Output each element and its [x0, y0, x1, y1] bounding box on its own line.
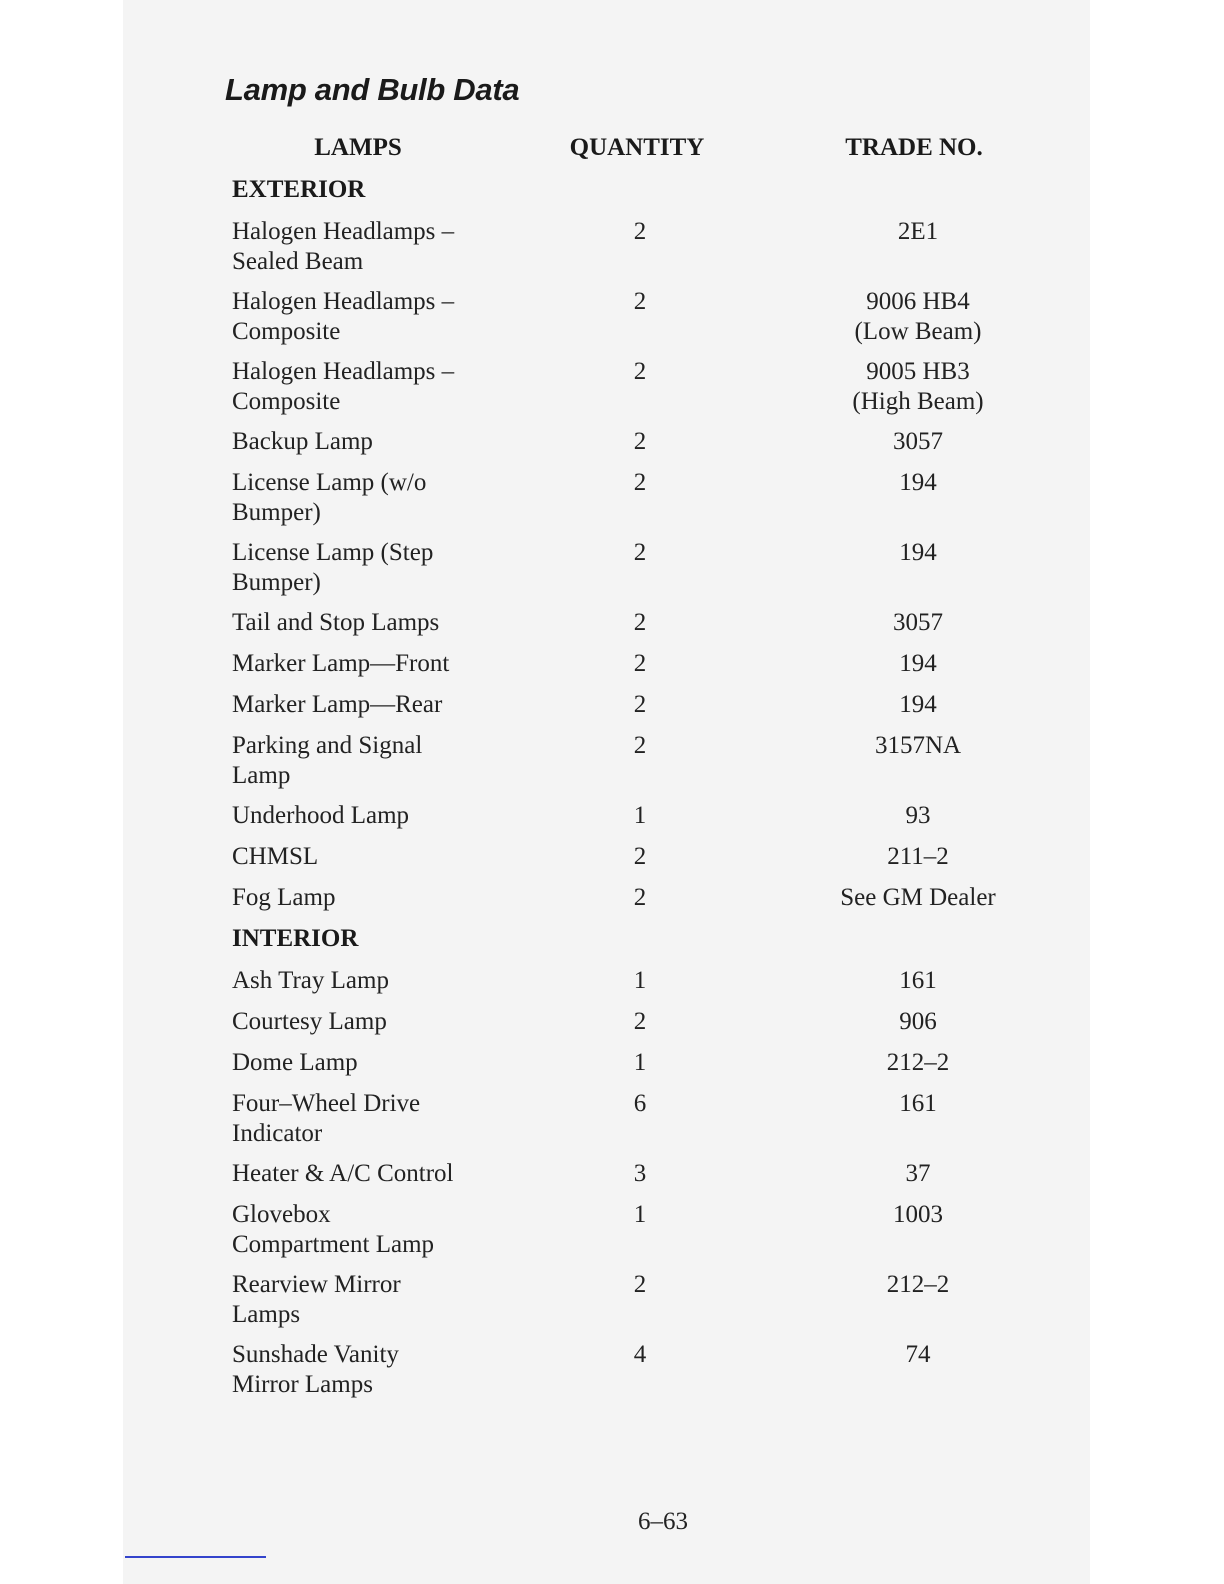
trade-no-line: 161 — [899, 1090, 937, 1117]
lamp-name — [232, 1089, 532, 1149]
lamp-name — [232, 649, 532, 679]
table-row — [232, 731, 1032, 801]
section-heading-interior — [232, 924, 1032, 966]
lamp-name — [232, 966, 532, 996]
lamp-name — [232, 1200, 532, 1260]
column-header-quantity: QUANTITY — [569, 134, 705, 161]
lamp-quantity: 2 — [633, 539, 647, 566]
lamp-name-line: Bumper) — [232, 569, 321, 596]
section-label: INTERIOR — [232, 925, 359, 952]
lamp-name — [232, 427, 532, 457]
trade-no-line: 161 — [899, 967, 937, 994]
trade-no-line: 37 — [905, 1160, 931, 1187]
lamp-trade-no — [818, 1089, 1018, 1119]
trade-no-line: 212–2 — [886, 1271, 950, 1298]
lamp-quantity: 2 — [633, 1271, 647, 1298]
lamp-name-line: Four–Wheel Drive — [232, 1090, 421, 1117]
lamp-trade-no — [818, 217, 1018, 247]
lamp-name — [232, 1048, 532, 1078]
trade-no-line: (High Beam) — [852, 388, 984, 415]
lamp-name-line: Sealed Beam — [232, 248, 364, 275]
lamp-name-line: Backup Lamp — [232, 428, 373, 455]
trade-no-line: 74 — [905, 1341, 931, 1368]
lamp-quantity: 6 — [633, 1090, 647, 1117]
table-row — [232, 1007, 1032, 1048]
lamp-name-line: Tail and Stop Lamps — [232, 609, 440, 636]
lamp-name-line: Fog Lamp — [232, 884, 336, 911]
lamp-trade-no — [818, 1270, 1018, 1300]
lamp-trade-no — [818, 357, 1018, 417]
lamp-trade-no — [818, 287, 1018, 347]
table-row — [232, 1270, 1032, 1340]
lamp-trade-no — [818, 690, 1018, 720]
table-row — [232, 1089, 1032, 1159]
lamp-name-line: Ash Tray Lamp — [232, 967, 389, 994]
table-row — [232, 966, 1032, 1007]
lamp-name-line: Bumper) — [232, 499, 321, 526]
lamp-trade-no — [818, 1007, 1018, 1037]
lamp-name — [232, 357, 532, 417]
lamp-name-line: CHMSL — [232, 843, 319, 870]
lamp-name-line: Halogen Headlamps – — [232, 358, 455, 385]
table-row — [232, 649, 1032, 690]
lamp-name-line: Heater & A/C Control — [232, 1160, 454, 1187]
lamp-name-line: Lamp — [232, 762, 291, 789]
table-row — [232, 1159, 1032, 1200]
lamp-name-line: Composite — [232, 318, 341, 345]
lamp-name — [232, 287, 532, 347]
lamp-quantity: 2 — [633, 843, 647, 870]
table-row — [232, 287, 1032, 357]
lamp-quantity: 2 — [633, 288, 647, 315]
lamp-trade-no — [818, 966, 1018, 996]
lamp-trade-no — [818, 801, 1018, 831]
lamp-name-line: Marker Lamp—Rear — [232, 691, 443, 718]
lamp-trade-no — [818, 1048, 1018, 1078]
lamp-name — [232, 1007, 532, 1037]
lamp-quantity: 1 — [633, 1049, 647, 1076]
lamp-quantity: 2 — [633, 732, 647, 759]
lamp-name-line: License Lamp (Step — [232, 539, 434, 566]
lamp-quantity: 2 — [633, 428, 647, 455]
column-header-trade-no: TRADE NO. — [845, 134, 983, 161]
table-row — [232, 1340, 1032, 1410]
lamp-name — [232, 608, 532, 638]
lamp-trade-no — [818, 731, 1018, 761]
lamp-name — [232, 801, 532, 831]
lamp-trade-no — [818, 883, 1018, 913]
lamp-name-line: Parking and Signal — [232, 732, 423, 759]
trade-no-line: 9006 HB4 — [866, 288, 970, 315]
lamp-quantity: 2 — [633, 218, 647, 245]
lamp-name — [232, 731, 532, 791]
trade-no-line: 93 — [905, 802, 931, 829]
trade-no-line: 9005 HB3 — [866, 358, 970, 385]
lamp-trade-no — [818, 538, 1018, 568]
link-underline — [125, 1556, 266, 1558]
lamp-name-line: Dome Lamp — [232, 1049, 358, 1076]
table-row — [232, 538, 1032, 608]
lamp-name-line: Indicator — [232, 1120, 323, 1147]
trade-no-line: 906 — [899, 1008, 937, 1035]
lamp-table — [232, 175, 1032, 1410]
lamp-name-line: Halogen Headlamps – — [232, 288, 455, 315]
table-row — [232, 801, 1032, 842]
trade-no-line: 3057 — [893, 609, 943, 636]
lamp-quantity: 1 — [633, 1201, 647, 1228]
trade-no-line: 3157NA — [874, 732, 962, 759]
lamp-name-line: Courtesy Lamp — [232, 1008, 387, 1035]
lamp-name — [232, 538, 532, 598]
lamp-quantity: 4 — [633, 1341, 647, 1368]
table-row — [232, 357, 1032, 427]
lamp-name — [232, 883, 532, 913]
lamp-quantity: 2 — [633, 609, 647, 636]
lamp-name-line: Halogen Headlamps – — [232, 218, 455, 245]
lamp-name-line: Underhood Lamp — [232, 802, 410, 829]
lamp-trade-no — [818, 427, 1018, 457]
trade-no-line: 194 — [899, 650, 937, 677]
lamp-name — [232, 842, 532, 872]
table-row — [232, 608, 1032, 649]
lamp-trade-no — [818, 1340, 1018, 1370]
trade-no-line: 194 — [899, 691, 937, 718]
trade-no-line: 194 — [899, 539, 937, 566]
lamp-quantity: 2 — [633, 358, 647, 385]
trade-no-line: 211–2 — [887, 843, 949, 870]
lamp-name-line: Lamps — [232, 1301, 301, 1328]
lamp-quantity: 1 — [633, 802, 647, 829]
lamp-name — [232, 1159, 532, 1189]
trade-no-line: 194 — [899, 469, 937, 496]
lamp-quantity: 2 — [633, 650, 647, 677]
lamp-name — [232, 468, 532, 528]
table-row — [232, 468, 1032, 538]
lamp-name — [232, 217, 532, 277]
page-title: Lamp and Bulb Data — [225, 72, 520, 107]
lamp-name — [232, 1270, 532, 1330]
table-row — [232, 427, 1032, 468]
table-row — [232, 883, 1032, 924]
column-header-lamps: LAMPS — [314, 134, 402, 161]
lamp-trade-no — [818, 1159, 1018, 1189]
lamp-name-line: Glovebox — [232, 1201, 331, 1228]
lamp-name-line: Compartment Lamp — [232, 1231, 435, 1258]
lamp-trade-no — [818, 468, 1018, 498]
lamp-name-line: Rearview Mirror — [232, 1271, 401, 1298]
lamp-trade-no — [818, 608, 1018, 638]
lamp-name-line: Marker Lamp—Front — [232, 650, 450, 677]
lamp-quantity: 2 — [633, 691, 647, 718]
section-label: EXTERIOR — [232, 176, 366, 203]
lamp-name-line: Sunshade Vanity — [232, 1341, 399, 1368]
lamp-name-line: Mirror Lamps — [232, 1371, 373, 1398]
lamp-quantity: 2 — [633, 1008, 647, 1035]
trade-no-line: 1003 — [893, 1201, 943, 1228]
lamp-quantity: 3 — [633, 1160, 647, 1187]
lamp-trade-no — [818, 649, 1018, 679]
lamp-trade-no — [818, 842, 1018, 872]
lamp-name-line: License Lamp (w/o — [232, 469, 427, 496]
table-row — [232, 217, 1032, 287]
trade-no-line: (Low Beam) — [854, 318, 982, 345]
lamp-name-line: Composite — [232, 388, 341, 415]
lamp-trade-no — [818, 1200, 1018, 1230]
lamp-name — [232, 1340, 532, 1400]
page-number: 6–63 — [638, 1508, 688, 1535]
trade-no-line: 2E1 — [897, 218, 939, 245]
trade-no-line: 3057 — [893, 428, 943, 455]
lamp-name — [232, 690, 532, 720]
trade-no-line: See GM Dealer — [840, 884, 996, 911]
lamp-quantity: 1 — [633, 967, 647, 994]
section-heading-exterior — [232, 175, 1032, 217]
table-row — [232, 1200, 1032, 1270]
table-row — [232, 690, 1032, 731]
table-row — [232, 842, 1032, 883]
lamp-quantity: 2 — [633, 469, 647, 496]
table-row — [232, 1048, 1032, 1089]
lamp-quantity: 2 — [633, 884, 647, 911]
trade-no-line: 212–2 — [886, 1049, 950, 1076]
